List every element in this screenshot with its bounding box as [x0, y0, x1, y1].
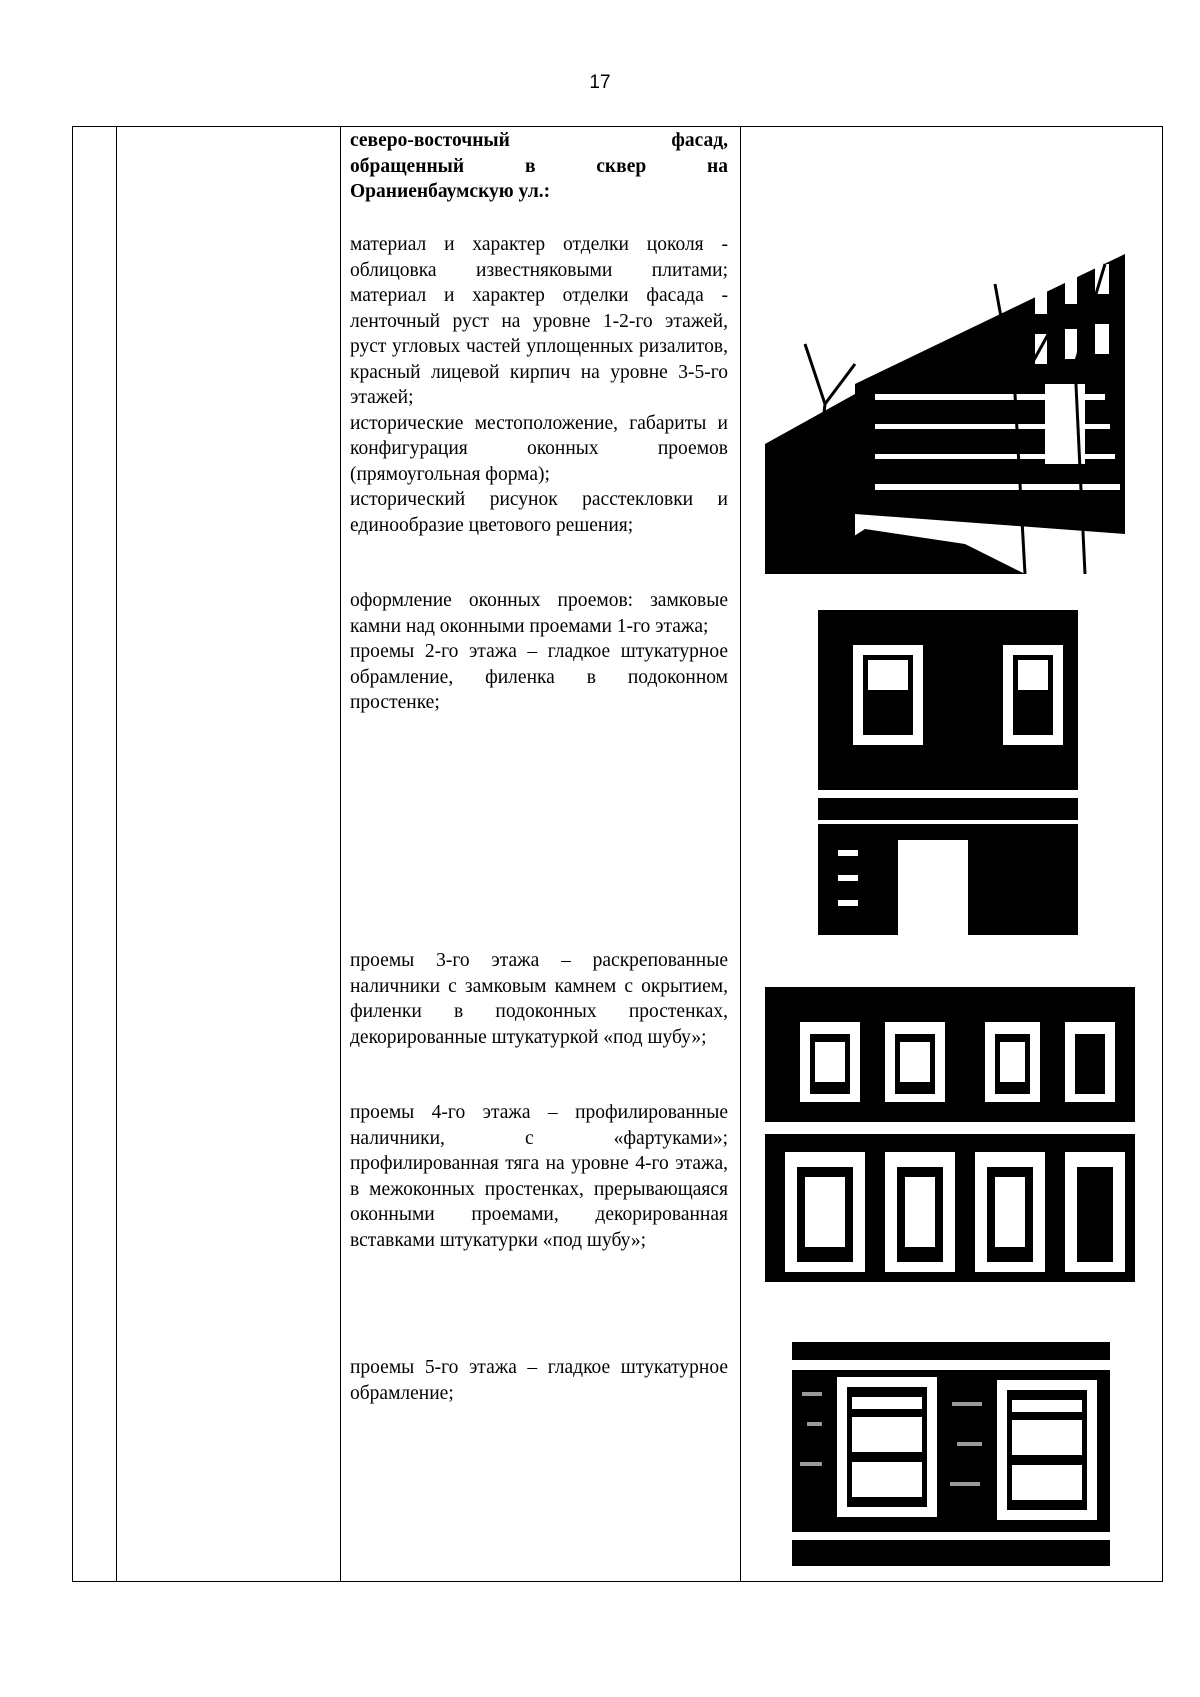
paragraph-floor5: проемы 5-го этажа – гладкое штукатурное обрамление; [350, 1357, 728, 1404]
decor-text [350, 588, 728, 716]
paragraph-windows: исторические местоположение, габариты и конфигурация оконных проемов (прямоугольная форма); [350, 412, 728, 485]
paragraph-glazing: исторический рисунок расстекловки и единообразие цветового решения; [350, 489, 728, 536]
table-column-divider [116, 126, 117, 1582]
floor2-windows-photo [818, 600, 1078, 935]
page-number: 17 [589, 72, 611, 93]
floor3-text [350, 948, 728, 1050]
facade-heading [350, 128, 728, 205]
floor5-text [350, 1355, 728, 1406]
table-column-divider [340, 126, 341, 1582]
facade-street-photo [765, 244, 1135, 574]
table-column-divider [740, 126, 741, 1582]
paragraph-floor2: проемы 2-го этажа – гладкое штукатурное обрамление, филенка в подоконном простенке; [350, 641, 728, 713]
floor4-text [350, 1100, 728, 1253]
heading-line: северо-восточный фасад, [350, 130, 728, 151]
floor3-4-windows-photo [765, 962, 1135, 1304]
paragraph-materials: материал и характер отделки цоколя - облицовка известняковыми плитами; материал и характер отделки фасада - ленточный руст на уровне 1-2-го этажей, руст угловых частей уплощенных ризалитов, красный лицевой кирпич на уровне 3-5-го этажей; [350, 234, 728, 408]
floor5-windows-photo [792, 1332, 1110, 1566]
paragraph-floor4: проемы 4-го этажа – профилированные наличники, с «фартуками»; профилированная тяга на уровне 4-го этажа, в межоконных простенках, прерывающаяся оконными проемами, декорированная вставками штукатурки «под шубу»; [350, 1102, 728, 1251]
heading-line: обращенный в сквер на [350, 155, 728, 177]
heading-line: Ораниенбаумскую ул.: [350, 181, 551, 202]
paragraph-floor3: проемы 3-го этажа – раскрепованные наличники с замковым камнем с окрытием, филенки в подоконных простенках, декорированные штукатуркой «под шубу»; [350, 950, 728, 1048]
paragraph-decor-intro: оформление оконных проемов: замковые камни над оконными проемами 1-го этажа; [350, 590, 728, 637]
materials-text [350, 232, 728, 538]
